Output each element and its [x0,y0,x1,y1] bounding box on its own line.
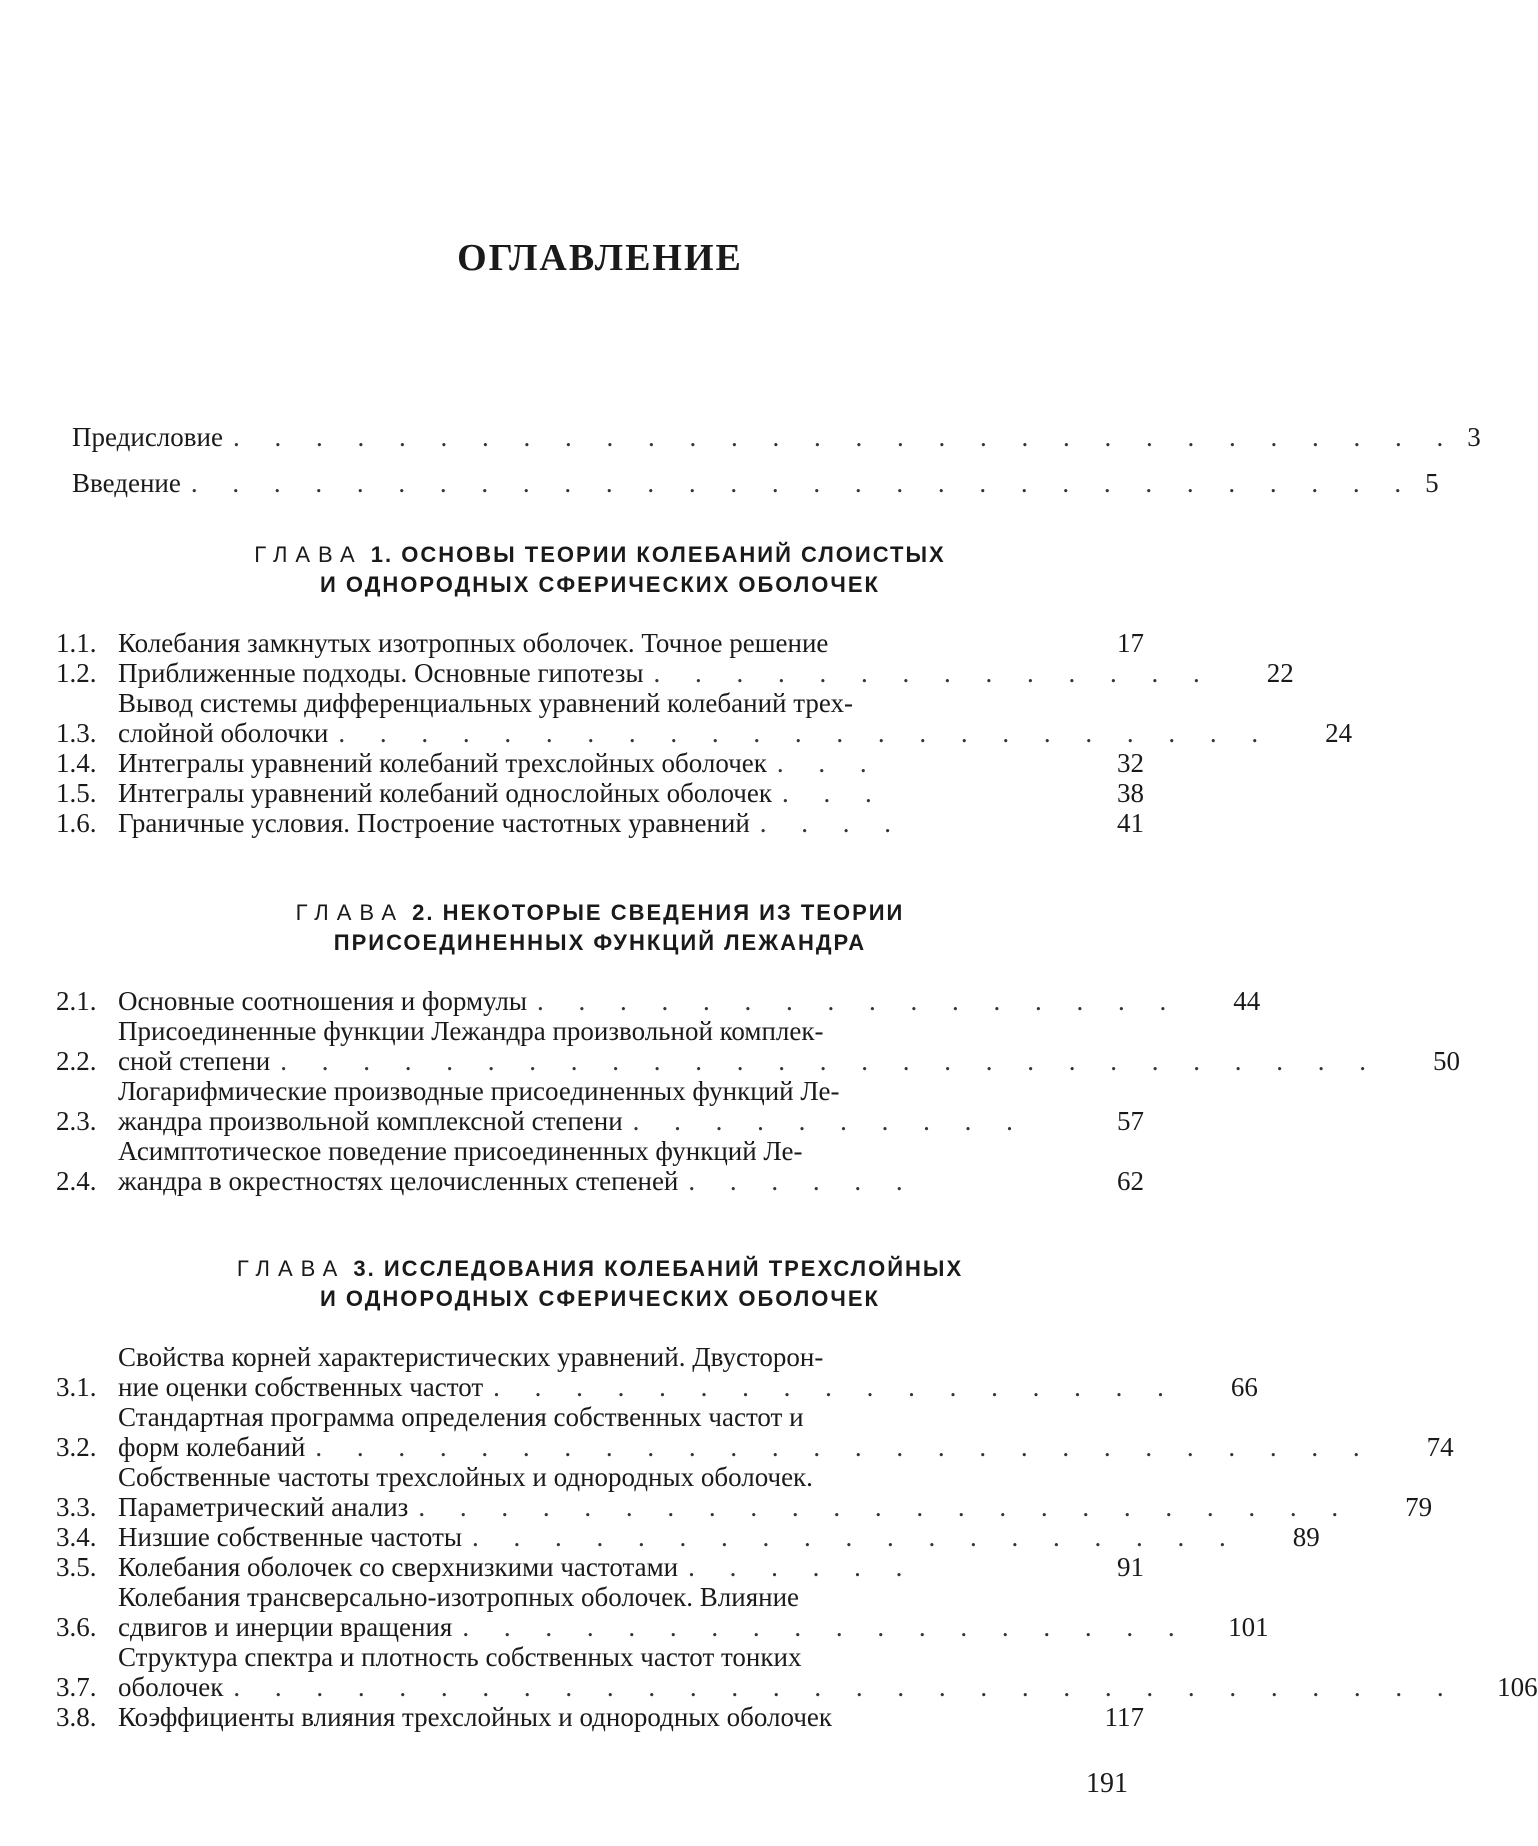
entry-title: Введение [72,468,181,498]
toc-entry [56,1076,1144,1136]
chapter-heading-line2: И ОДНОРОДНЫХ СФЕРИЧЕСКИХ ОБОЛОЧЕК [320,1286,880,1311]
leader-dots: . . . [782,778,886,808]
toc-entry-preface [72,420,1481,454]
entry-page: 79 [1405,1492,1433,1522]
leader-dots: . . . [776,748,881,778]
section-title: Структура спектра и плотность собственных частот тонких [118,1642,802,1672]
section-title: Интегралы уравнений колебаний трехслойных оболочек [118,748,767,778]
chapter-label: ГЛАВА [236,1256,346,1281]
chapter-heading-line1: 1. ОСНОВЫ ТЕОРИИ КОЛЕБАНИЙ СЛОИСТЫХ [370,542,946,567]
section-number: 3.1. [56,1372,97,1402]
toc-entry [56,986,1261,1016]
section-title-cont: ние оценки собственных частот [118,1372,484,1402]
chapter-heading-line2: ПРИСОЕДИНЕННЫХ ФУНКЦИЙ ЛЕЖАНДРА [333,930,867,955]
entry-page: 57 [1117,1106,1144,1136]
chapter-1-sections [56,628,1353,838]
entry-page: 62 [1117,1166,1144,1196]
section-title-cont: жандра произвольной комплексной степени [118,1106,623,1136]
chapter-2-sections [56,986,1460,1196]
section-number: 3.3. [56,1492,97,1522]
entry-page: 17 [1117,628,1144,658]
entry-page: 91 [1117,1552,1144,1582]
entry-page: 44 [1233,986,1261,1016]
section-number: 1.1. [56,628,97,658]
toc-entry [56,1642,1538,1702]
section-number: 1.2. [56,658,97,688]
toc-entry [56,658,1294,688]
entry-page: 24 [1325,718,1353,748]
toc-entry [56,1552,1144,1582]
leader-dots: . . . . . . . . . . . . . . . . . . . [472,1522,1240,1552]
leader-dots: . . . . . . . . . . . . . . . . . . [462,1612,1189,1642]
entry-page: 50 [1432,1046,1460,1076]
leader-dots: . . . . . . [688,1552,917,1582]
leader-dots: . . . . . . . . . . . . . . . . . [493,1372,1178,1402]
section-number: 2.4. [56,1166,97,1196]
section-title-cont: жандра в окрестностях целочисленных степеней [118,1166,679,1196]
entry-page: 101 [1228,1612,1269,1642]
section-number: 3.8. [56,1702,97,1732]
chapter-heading-line1: 2. НЕКОТОРЫЕ СВЕДЕНИЯ ИЗ ТЕОРИИ [412,900,905,925]
entry-page: 106 [1497,1672,1538,1702]
leader-dots: . . . . . . . . . . . . . . . . . . . . . . . [338,718,1273,748]
toc-entry [56,1522,1320,1552]
section-number: 3.6. [56,1612,97,1642]
toc-entry [56,1462,1433,1522]
section-title-cont: сной степени [118,1046,271,1076]
section-title: Асимптотическое поведение присоединенных функций Ле- [118,1136,803,1166]
section-title: Собственные частоты трехслойных и однородных оболочек. [118,1462,813,1492]
entry-page: 5 [1425,468,1439,498]
section-title-cont: форм колебаний [118,1432,306,1462]
leader-dots: . . . . . . . . . . [632,1106,1027,1136]
entry-page: 38 [1117,778,1144,808]
toc-entry [56,628,1144,658]
toc-entry [56,1016,1460,1076]
section-title: Низшие собственные частоты [118,1522,463,1552]
leader-dots: . . . . . . . . . . . . . . . . [537,986,1181,1016]
chapter-label: ГЛАВА [295,900,405,925]
leader-dots: . . . . [759,808,906,838]
leader-dots: . . . . . . . . . . . . . . . . . . . . . . . . . . [315,1432,1374,1462]
section-number: 3.7. [56,1672,97,1702]
section-title: Колебания оболочек со сверхнизкими частотами [118,1552,679,1582]
entry-page: 3 [1467,422,1481,452]
chapter-3-sections [56,1342,1538,1732]
leader-dots: . . . . . . . . . . . . . . . . . . . . . . . . . . . . . . [190,468,1416,498]
section-title: Приближенные подходы. Основные гипотезы [118,658,644,688]
section-title: Колебания замкнутых изотропных оболочек. Точное решение [118,628,829,658]
chapter-heading-line2: И ОДНОРОДНЫХ СФЕРИЧЕСКИХ ОБОЛОЧЕК [320,572,880,597]
entry-page: 32 [1117,748,1144,778]
chapter-2-heading [0,898,1200,958]
section-title-cont: слойной оболочки [118,718,329,748]
toc-entry [56,1702,1144,1732]
entry-title: Предисловие [72,422,223,452]
toc-entry [56,778,1144,808]
leader-dots: . . . . . . . . . . . . . . . . . . . . . . . . . . . [280,1046,1380,1076]
page-number: 191 [1086,1768,1128,1799]
leader-dots: . . . . . . [688,1166,917,1196]
section-title: Стандартная программа определения собственных частот и [118,1402,804,1432]
section-number: 3.2. [56,1432,97,1462]
toc-entry [56,688,1353,748]
section-title: Присоединенные функции Лежандра произвольной комплек- [118,1016,824,1046]
toc-entry [56,1402,1454,1462]
section-number: 1.4. [56,748,97,778]
leader-dots: . . . . . . . . . . . . . . . . . . . . . . . [418,1492,1353,1522]
section-title: Вывод системы дифференциальных уравнений колебаний трех- [118,688,853,718]
section-title: Граничные условия. Построение частотных уравнений [118,808,750,838]
section-title: Интегралы уравнений колебаний однослойных оболочек [118,778,772,808]
chapter-1-heading [0,540,1200,600]
section-title-cont: оболочек [118,1672,224,1702]
section-number: 2.2. [56,1046,97,1076]
section-number: 3.4. [56,1522,97,1552]
section-title: Колебания трансверсально-изотропных оболочек. Влияние [118,1582,800,1612]
toc-entry [56,748,1144,778]
entry-page: 74 [1426,1432,1454,1462]
leader-dots: . . . . . . . . . . . . . . . . . . . . . . . . . . . . . . [233,1672,1458,1702]
section-title: Логарифмические производные присоединенных функций Ле- [118,1076,840,1106]
section-number: 2.3. [56,1106,97,1136]
section-title: Основные соотношения и формулы [118,986,528,1016]
toc-entry [56,808,1144,838]
entry-page: 66 [1230,1372,1258,1402]
leader-dots: . . . . . . . . . . . . . . . . . . . . . . . . . . . . . . [232,422,1458,452]
leader-dots: . . . . . . . . . . . . . . [653,658,1214,688]
entry-page: 41 [1117,808,1144,838]
toc-entry [56,1582,1269,1642]
front-matter [72,420,1481,500]
entry-page: 89 [1292,1522,1320,1552]
section-number: 1.5. [56,778,97,808]
section-title: Свойства корней характеристических уравнений. Двусторон- [118,1342,824,1372]
entry-page: 22 [1266,658,1294,688]
page-title: ОГЛАВЛЕНИЕ [457,237,743,279]
toc-entry [56,1136,1144,1196]
section-title-cont: Параметрический анализ [118,1492,409,1522]
section-title: Коэффициенты влияния трехслойных и однородных оболочек [118,1702,832,1732]
section-number: 2.1. [56,986,97,1016]
toc-entry-introduction [72,466,1439,500]
section-number: 1.3. [56,718,97,748]
section-title-cont: сдвигов и инерции вращения [118,1612,453,1642]
chapter-label: ГЛАВА [254,542,363,567]
entry-page: 117 [1104,1702,1144,1732]
section-number: 1.6. [56,808,97,838]
toc-entry [56,1342,1258,1402]
chapter-heading-line1: 3. ИССЛЕДОВАНИЯ КОЛЕБАНИЙ ТРЕХСЛОЙНЫХ [353,1256,964,1281]
section-number: 3.5. [56,1552,97,1582]
chapter-3-heading [0,1254,1200,1314]
